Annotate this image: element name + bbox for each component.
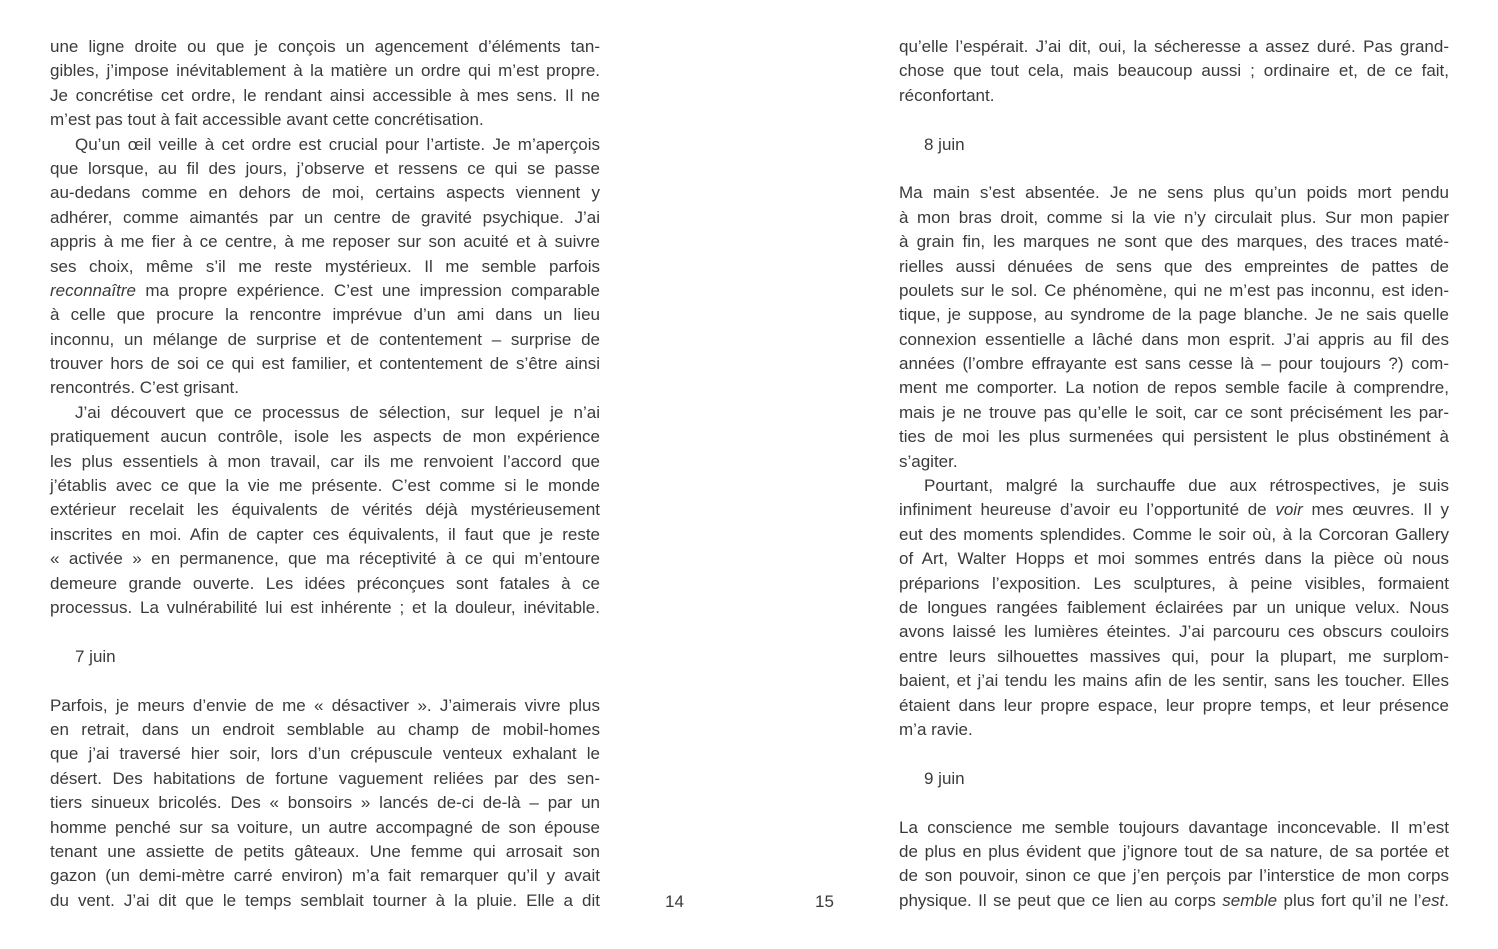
text-line xyxy=(50,59,600,83)
text-line xyxy=(50,450,600,474)
italic-text: reconnaître xyxy=(50,280,136,300)
line-content: que lorsque, au fil des jours, j’observe et ressens ce qui se passe xyxy=(50,158,600,178)
line-content: de plus en plus évident que j’ignore tout de sa nature, de sa portée et xyxy=(899,841,1449,861)
text-line xyxy=(899,328,1449,352)
line-content xyxy=(899,889,1449,913)
date-heading xyxy=(899,767,1449,791)
left-page-text xyxy=(50,35,600,913)
line-content: étaient dans leur propre espace, leur propre temps, et leur présence xyxy=(899,695,1449,715)
line-content: rencontrés. C’est grisant. xyxy=(50,378,239,398)
page-number-right: 15 xyxy=(815,892,834,911)
text-line xyxy=(899,230,1449,254)
italic-text: voir xyxy=(1275,500,1303,520)
line-content: que j’ai traversé hier soir, lors d’un crépuscule venteux exhalant le xyxy=(50,744,600,764)
text-line xyxy=(50,474,600,498)
blank-line xyxy=(899,742,1449,766)
text-line xyxy=(50,718,600,742)
line-content: J’ai découvert que ce processus de sélection, sur lequel je n’ai xyxy=(75,402,600,422)
line-content: gibles, j’impose inévitablement à la matière un ordre qui m’est propre. xyxy=(50,61,600,81)
line-content: 9 juin xyxy=(924,768,965,788)
blank-line xyxy=(50,620,600,644)
text-line xyxy=(899,816,1449,840)
line-content: du vent. J’ai dit que le temps semblait tourner à la pluie. Elle a dit xyxy=(50,890,600,910)
text-line xyxy=(50,206,600,230)
text-line xyxy=(50,889,600,913)
text-line xyxy=(50,816,600,840)
text-line xyxy=(50,279,600,303)
line-content: réconfortant. xyxy=(899,85,995,105)
text-line xyxy=(899,694,1449,718)
text-line xyxy=(899,864,1449,888)
text-line xyxy=(899,450,1449,474)
line-content: années (l’ombre effrayante est sans cesse là – pour toujours ?) com- xyxy=(899,354,1449,374)
text-line xyxy=(50,328,600,352)
line-content: qu’elle l’espérait. J’ai dit, oui, la sécheresse a assez duré. Pas grand- xyxy=(899,37,1449,56)
line-content: tiers sinueux bricolés. Des « bonsoirs » lancés de-ci de-là – par un xyxy=(50,793,600,813)
line-content: pratiquement aucun contrôle, isole les aspects de mon expérience xyxy=(50,427,600,447)
text-line xyxy=(899,303,1449,327)
text-line xyxy=(50,181,600,205)
line-content: La conscience me semble toujours davantage inconcevable. Il m’est xyxy=(899,817,1449,837)
line-content: j’établis avec ce que la vie me présente. C’est comme si le monde xyxy=(50,476,600,496)
line-content: Je concrétise cet ordre, le rendant ainsi accessible à mes sens. Il ne xyxy=(50,85,600,105)
line-content: à mon bras droit, comme si la vie n’y circulait plus. Sur mon papier xyxy=(899,207,1449,227)
line-content: rielles aussi dénuées de sens que des empreintes de pattes de xyxy=(899,256,1449,276)
line-content: une ligne droite ou que je conçois un agencement d’éléments tan- xyxy=(50,37,600,56)
italic-text: semble xyxy=(1222,890,1278,910)
line-content: à celle que procure la rencontre imprévue d’un ami dans un lieu xyxy=(50,305,600,325)
text-segment: infiniment heureuse d’avoir eu l’opportunité de xyxy=(899,500,1276,520)
date-heading xyxy=(50,645,600,669)
text-line xyxy=(899,279,1449,303)
blank-line xyxy=(899,108,1449,132)
line-content: ties de moi les plus surmenées qui persistent le plus obstinément à xyxy=(899,427,1449,447)
text-line xyxy=(50,596,600,620)
text-line xyxy=(50,547,600,571)
text-line xyxy=(899,474,1449,498)
line-content xyxy=(899,498,1449,522)
text-segment: mes œuvres. Il y xyxy=(1302,500,1449,520)
text-line xyxy=(899,255,1449,279)
text-line xyxy=(50,767,600,791)
line-content: tenant une assiette de petits gâteaux. Une femme qui arrosait son xyxy=(50,841,600,861)
text-line xyxy=(50,108,600,132)
blank-line xyxy=(899,791,1449,815)
line-content: ment me comporter. La notion de repos semble facile à comprendre, xyxy=(899,378,1449,398)
text-line xyxy=(50,376,600,400)
line-content: of Art, Walter Hopps et moi sommes entrés dans la pièce où nous xyxy=(899,549,1449,569)
line-content: eut des moments splendides. Comme le soir où, à la Corcoran Gallery xyxy=(899,524,1449,544)
line-content: m’est pas tout à fait accessible avant cette concrétisation. xyxy=(50,110,484,130)
line-content: désert. Des habitations de fortune vaguement reliées par des sen- xyxy=(50,768,600,788)
line-content: gazon (un demi-mètre carré environ) m’a fait remarquer qu’il y avait xyxy=(50,866,600,886)
line-content: préparions l’exposition. Les sculptures, à peine visibles, formaient xyxy=(899,573,1449,593)
text-line xyxy=(50,255,600,279)
line-content xyxy=(50,279,600,303)
text-line xyxy=(50,840,600,864)
text-line xyxy=(50,230,600,254)
line-content: à grain fin, les marques ne sont que des marques, des traces maté- xyxy=(899,232,1449,252)
blank-line xyxy=(899,157,1449,181)
text-line xyxy=(899,889,1449,913)
line-content: avons laissé les lumières éteintes. J’ai parcouru ces obscurs couloirs xyxy=(899,622,1449,642)
line-content: de son pouvoir, sinon ce que j’en perçois par l’interstice de mon corps xyxy=(899,866,1449,886)
text-line xyxy=(50,401,600,425)
line-content: Parfois, je meurs d’envie de me « désactiver ». J’aimerais vivre plus xyxy=(50,695,600,715)
text-line xyxy=(50,352,600,376)
text-line xyxy=(899,181,1449,205)
line-content: Pourtant, malgré la surchauffe due aux rétrospectives, je suis xyxy=(924,476,1449,496)
text-line xyxy=(50,791,600,815)
line-content: appris à me fier à ce centre, à me reposer sur son acuité et à suivre xyxy=(50,232,600,252)
text-line xyxy=(50,523,600,547)
page-number-left: 14 xyxy=(665,892,684,911)
text-line xyxy=(899,352,1449,376)
right-page-text xyxy=(899,35,1449,913)
italic-text: est xyxy=(1421,890,1445,910)
text-line xyxy=(899,35,1449,59)
line-content: baient, et j’ai tendu les mains afin de les sentir, sans les toucher. Elles xyxy=(899,671,1449,691)
line-content: chose que tout cela, mais beaucoup aussi ; ordinaire et, de ce fait, xyxy=(899,61,1449,81)
text-line xyxy=(899,572,1449,596)
text-segment: ma propre expérience. C’est une impression comparable xyxy=(136,280,600,300)
text-line xyxy=(899,718,1449,742)
line-content: Qu’un œil veille à cet ordre est crucial pour l’artiste. Je m’aperçois xyxy=(75,134,600,154)
text-line xyxy=(899,669,1449,693)
line-content: s’agiter. xyxy=(899,451,958,471)
line-content: trouver hors de soi ce qui est familier, et contentement de s’être ainsi xyxy=(50,354,600,374)
line-content: au-dedans comme en dehors de moi, certains aspects viennent y xyxy=(50,183,600,203)
line-content: inconnu, un mélange de surprise et de contentement – surprise de xyxy=(50,329,600,349)
line-content: extérieur recelait les équivalents de vérités déjà mystérieusement xyxy=(50,500,600,520)
text-line xyxy=(50,157,600,181)
text-line xyxy=(50,572,600,596)
line-content: entre leurs silhouettes massives qui, pour la plupart, me surplom- xyxy=(899,646,1449,666)
text-line xyxy=(899,59,1449,83)
text-line xyxy=(50,498,600,522)
text-line xyxy=(50,133,600,157)
blank-line xyxy=(50,669,600,693)
text-segment: . xyxy=(1444,890,1449,910)
text-line xyxy=(899,523,1449,547)
text-line xyxy=(899,498,1449,522)
line-content: de longues rangées faiblement éclairées par un unique velux. Nous xyxy=(899,597,1449,617)
line-content: processus. La vulnérabilité lui est inhérente ; et la douleur, inévitable. xyxy=(50,597,600,617)
text-line xyxy=(50,84,600,108)
text-segment: physique. Il se peut que ce lien au corps xyxy=(899,890,1223,910)
text-line xyxy=(50,742,600,766)
line-content: ses choix, même s’il me reste mystérieux. Il me semble parfois xyxy=(50,256,600,276)
line-content: les plus essentiels à mon travail, car ils me renvoient l’accord que xyxy=(50,451,600,471)
text-line xyxy=(899,425,1449,449)
line-content: demeure grande ouverte. Les idées préconçues sont fatales à ce xyxy=(50,573,600,593)
text-line xyxy=(50,303,600,327)
line-content: connexion essentielle a lâché dans mon esprit. J’ai appris au fil des xyxy=(899,329,1449,349)
text-segment: plus fort qu’il ne l’ xyxy=(1277,890,1422,910)
text-line xyxy=(899,376,1449,400)
text-line xyxy=(899,840,1449,864)
text-line xyxy=(899,645,1449,669)
text-line xyxy=(899,206,1449,230)
text-line xyxy=(50,425,600,449)
line-content: poulets sur le sol. Ce phénomène, qui ne m’est pas inconnu, est iden- xyxy=(899,280,1449,300)
text-line xyxy=(50,35,600,59)
text-line xyxy=(899,596,1449,620)
text-line xyxy=(50,694,600,718)
date-heading xyxy=(899,133,1449,157)
line-content: adhérer, comme aimantés par un centre de gravité psychique. J’ai xyxy=(50,207,600,227)
line-content: inscrites en moi. Afin de capter ces équivalents, il faut que je reste xyxy=(50,524,600,544)
text-line xyxy=(50,864,600,888)
line-content: « activée » en permanence, que ma réceptivité à ce qui m’entoure xyxy=(50,549,600,569)
text-line xyxy=(899,401,1449,425)
text-line xyxy=(899,547,1449,571)
line-content: mais je ne trouve pas qu’elle le soit, car ce sont précisément les par- xyxy=(899,402,1449,422)
line-content: 8 juin xyxy=(924,134,965,154)
line-content: homme penché sur sa voiture, un autre accompagné de son épouse xyxy=(50,817,600,837)
line-content: 7 juin xyxy=(75,646,116,666)
text-line xyxy=(899,84,1449,108)
line-content: Ma main s’est absentée. Je ne sens plus qu’un poids mort pendu xyxy=(899,183,1449,203)
line-content: en retrait, dans un endroit semblable au champ de mobil-homes xyxy=(50,719,600,739)
text-line xyxy=(899,620,1449,644)
line-content: m’a ravie. xyxy=(899,719,973,739)
line-content: tique, je suppose, au syndrome de la page blanche. Je ne sais quelle xyxy=(899,305,1449,325)
